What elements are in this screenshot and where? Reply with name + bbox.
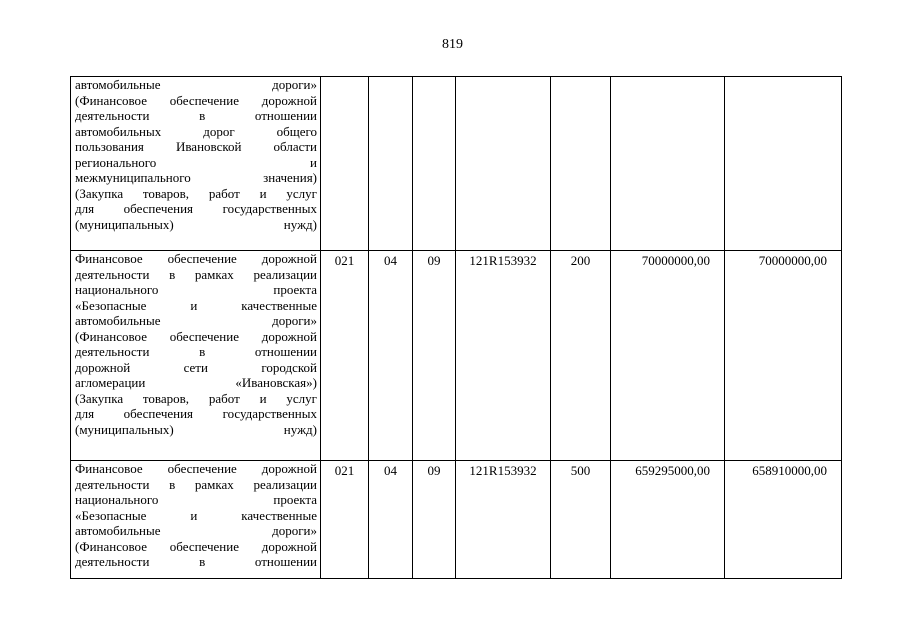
description-cell [71,461,321,579]
description-word: в [199,344,206,359]
description-word: отношении [254,554,317,569]
description-cell [71,251,321,461]
description-line [75,186,317,202]
table-body [71,77,842,579]
description-cell [71,77,321,251]
description-line [75,251,317,267]
description-word: дорог [203,123,235,139]
subsection-code-cell [413,77,456,251]
description-word: автомобильные [75,77,161,92]
ministry-code-cell: 021 [321,461,369,579]
description-word: и [190,507,198,523]
description-word: деятельности [75,108,150,123]
description-line [75,344,317,360]
description-word: деятельности [75,554,150,569]
description-word: национального [75,492,159,507]
description-word: агломерации [75,375,146,390]
description-word: «Безопасные [75,507,147,523]
description-text: (Финансовое обеспечение дорожной [75,92,317,108]
amount-year-1-cell [611,77,725,251]
description-word: дороги» [272,77,317,92]
subsection-code-cell: 09 [413,251,456,461]
description-line [75,329,317,345]
amount-year-2-cell [725,77,842,251]
description-word: деятельности [75,344,150,359]
description-word: автомобильных [75,123,162,139]
description-word: автомобильные [75,313,161,328]
description-text: Финансовое обеспечение дорожной [75,251,317,266]
description-word: «Безопасные [75,297,147,313]
description-text: (Закупка товаров, работ и услуг [75,185,317,201]
target-article-cell: 121R153932 [456,461,551,579]
description-word: городской [261,359,317,375]
description-line [75,554,317,570]
budget-table [70,76,842,579]
ministry-code-cell [321,77,369,251]
description-word: проекта [273,282,317,297]
description-word: сети [183,359,208,375]
description-text: (муниципальных) нужд) [75,216,317,232]
description-text: (муниципальных) нужд) [75,421,317,437]
table-row [71,461,842,579]
description-word: межмуниципального [75,170,191,185]
amount-year-1-cell: 659295000,00 [611,461,725,579]
description-word: отношении [254,108,317,123]
description-line [75,155,317,171]
description-word: дорожной [75,359,131,375]
amount-year-2-cell: 70000000,00 [725,251,842,461]
description-text: пользования Ивановской области [75,139,317,154]
description-text: (Закупка товаров, работ и услуг [75,390,317,406]
description-word: отношении [254,344,317,359]
description-line [75,406,317,422]
description-word: качественные [241,507,317,523]
description-line [75,360,317,376]
description-line [75,375,317,391]
description-word: общего [276,123,317,139]
description-text: деятельности в рамках реализации [75,476,317,492]
description-line [75,201,317,217]
description-line [75,93,317,109]
description-line [75,267,317,283]
description-word: регионального [75,154,157,170]
subsection-code-cell: 09 [413,461,456,579]
expense-type-cell: 200 [551,251,611,461]
description-line [75,492,317,508]
expense-type-cell: 500 [551,461,611,579]
description-text: Финансовое обеспечение дорожной [75,461,317,476]
expense-type-cell [551,77,611,251]
description-word: и [310,154,317,170]
description-word: национального [75,282,159,297]
description-line [75,523,317,539]
target-article-cell [456,77,551,251]
amount-year-1-cell: 70000000,00 [611,251,725,461]
description-line [75,313,317,329]
description-line [75,508,317,524]
ministry-code-cell: 021 [321,251,369,461]
table-row [71,77,842,251]
description-line [75,461,317,477]
page-number: 819 [442,37,463,52]
description-line [75,282,317,298]
description-line [75,77,317,93]
description-word: значения) [263,170,317,185]
description-line [75,108,317,124]
section-code-cell: 04 [369,461,413,579]
description-text: для обеспечения государственных [75,406,317,421]
section-code-cell: 04 [369,251,413,461]
description-line [75,139,317,155]
description-line [75,170,317,186]
description-word: автомобильные [75,523,161,538]
description-word: проекта [273,492,317,507]
description-word: качественные [241,297,317,313]
description-text: для обеспечения государственных [75,201,317,216]
description-word: дороги» [272,523,317,538]
description-line [75,477,317,493]
description-word: «Ивановская») [235,375,317,390]
description-text: деятельности в рамках реализации [75,266,317,282]
description-line [75,422,317,438]
description-word: в [199,108,206,123]
description-word: и [190,297,198,313]
table-row [71,251,842,461]
section-code-cell [369,77,413,251]
description-line [75,298,317,314]
description-word: дороги» [272,313,317,328]
target-article-cell: 121R153932 [456,251,551,461]
description-line [75,217,317,233]
description-line [75,539,317,555]
description-text: (Финансовое обеспечение дорожной [75,328,317,344]
description-word: в [199,554,206,569]
amount-year-2-cell: 658910000,00 [725,461,842,579]
description-line [75,391,317,407]
description-text: (Финансовое обеспечение дорожной [75,538,317,554]
description-line [75,124,317,140]
